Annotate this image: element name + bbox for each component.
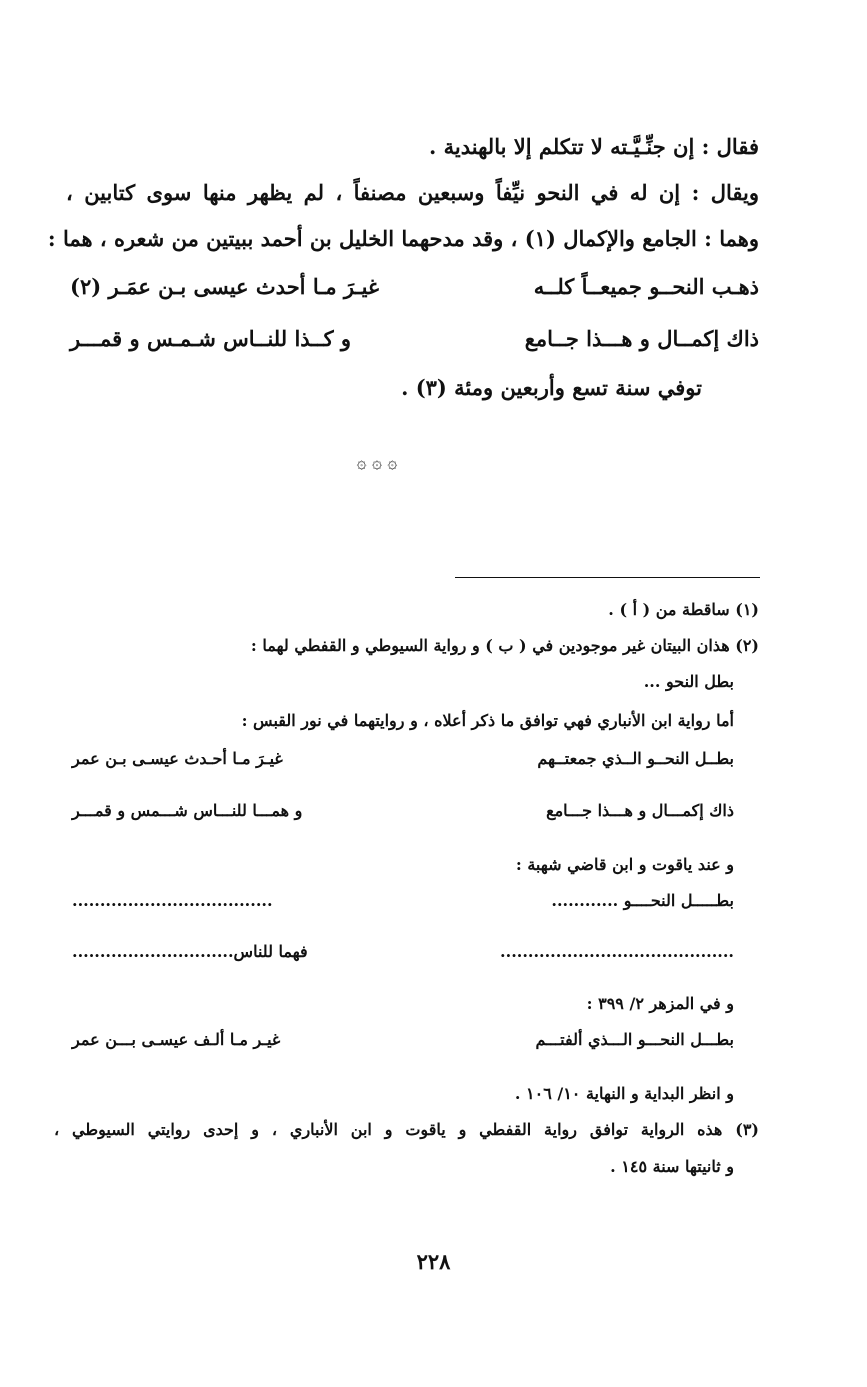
- footnote-2-line-a: بطل النحو ...: [643, 672, 734, 691]
- verse-1-second-hemistich: غيـرَ مـا أحدث عيسى بـن عمَـر (٢): [70, 274, 379, 299]
- footnote-2-line-d: و في المزهر ٢/ ٣٩٩ :: [586, 994, 734, 1013]
- verse-1-first-hemistich: ذهـب النحــو جميعــاً كلــه: [533, 274, 759, 299]
- section-separator-ornament: ۞ ۞ ۞: [356, 453, 398, 473]
- body-line-3: وهما : الجامع والإكمال (١) ، وقد مدحهما الخليل بن أحمد ببيتين من شعره ، هما :: [47, 226, 759, 251]
- footnote-verse-3-left: ....................................: [72, 891, 273, 910]
- footnote-2-line-b: أما رواية ابن الأنباري فهي توافق ما ذكر أعلاه ، و روايتهما في نور القبس :: [241, 711, 734, 730]
- footnote-verse-4-right: ..........................................: [500, 942, 734, 961]
- footnote-3-line-b: و ثانيتها سنة ١٤٥ .: [610, 1157, 734, 1176]
- verse-2-second-hemistich: و كــذا للنــاس شـمـس و قمـــر: [70, 326, 352, 351]
- body-line-death: توفي سنة تسع وأربعين ومئة (٣) .: [401, 375, 702, 400]
- footnote-verse-1-right: بطــل النحــو الــذي جمعتــهم: [537, 749, 734, 768]
- footnote-verse-1-left: غيـرَ مـا أحـدث عيسـى بـن عمر: [72, 749, 283, 768]
- footnote-2-intro: (٢) هذان البيتان غير موجودين في ( ب ) و رواية السيوطي و القفطي لهما :: [250, 636, 759, 655]
- footnote-2-line-c: و عند ياقوت و ابن قاضي شهبة :: [515, 855, 734, 874]
- body-line-1: فقال : إن جنِّـيَّـته لا تتكلم إلا بالهندية .: [429, 134, 759, 159]
- footnote-3-line-a: (٣) هذه الرواية توافق رواية القفطي و ياقوت و ابن الأنباري ، و إحدى روايتي السيوطي ،: [54, 1120, 759, 1139]
- footnote-rule: [455, 577, 760, 578]
- footnote-1: (١) ساقطة من ( أ ) .: [608, 600, 759, 619]
- body-line-2: ويقال : إن له في النحو نيِّفاً وسبعين مصنفاً ، لم يظهر منها سوى كتابين ،: [66, 180, 759, 205]
- footnote-verse-2-right: ذاك إكمـــال و هـــذا جـــامع: [546, 801, 734, 820]
- footnote-verse-3-right: بطـــــل النحــــو ............: [551, 891, 734, 910]
- page-number: ٢٢٨: [416, 1249, 451, 1274]
- footnote-verse-5-right: بطـــل النحـــو الـــذي ألفتـــم: [535, 1030, 734, 1049]
- footnote-verse-5-left: غيـر مـا ألـف عيسـى بـــن عمر: [72, 1030, 281, 1049]
- verse-2-first-hemistich: ذاك إكمــال و هـــذا جــامع: [524, 326, 759, 351]
- footnote-2-line-e: و انظر البداية و النهاية ١٠/ ١٠٦ .: [514, 1084, 734, 1103]
- footnote-verse-2-left: و همـــا للنـــاس شـــمس و قمـــر: [72, 801, 303, 820]
- footnote-verse-4-left: فهما للناس.............................: [72, 942, 308, 961]
